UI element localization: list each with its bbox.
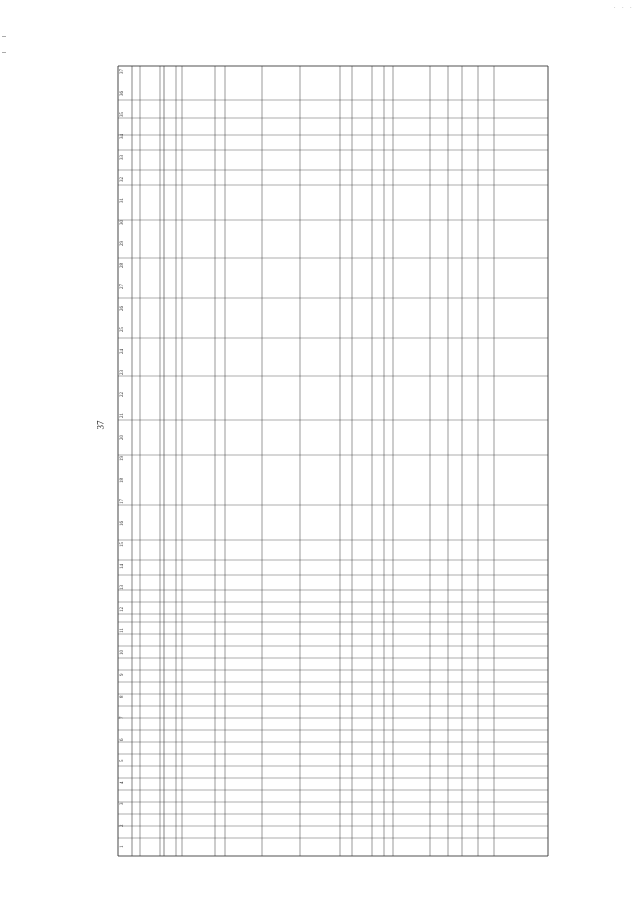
column-number: 8 (120, 695, 125, 698)
column-number: 27 (120, 284, 125, 289)
page-number: 37 (95, 420, 106, 430)
column-number: 33 (120, 155, 125, 160)
column-number: 29 (120, 241, 125, 246)
column-number: 34 (120, 134, 125, 139)
column-number: 4 (120, 781, 125, 784)
column-number: 5 (120, 759, 125, 762)
column-number: 7 (120, 716, 125, 719)
column-number: 23 (120, 370, 125, 375)
table-grid (118, 66, 548, 856)
column-number: 26 (120, 306, 125, 311)
column-number: 18 (120, 478, 125, 483)
column-number: 6 (120, 738, 125, 741)
column-number: 2 (120, 824, 125, 827)
column-number: 30 (120, 220, 125, 225)
column-number: 20 (120, 435, 125, 440)
column-number: 13 (120, 585, 125, 590)
column-number: 32 (120, 177, 125, 182)
column-number: 16 (120, 521, 125, 526)
column-number: 12 (120, 607, 125, 612)
column-number: 14 (120, 564, 125, 569)
column-number: 1 (120, 845, 125, 848)
column-number: 9 (120, 673, 125, 676)
column-number: 10 (120, 650, 125, 655)
column-number: 31 (120, 198, 125, 203)
column-number: 21 (120, 413, 125, 418)
column-number: 17 (120, 499, 125, 504)
column-number: 15 (120, 542, 125, 547)
column-number: 36 (120, 91, 125, 96)
column-number: 3 (120, 802, 125, 805)
column-number-row (120, 69, 125, 849)
column-number: 28 (120, 263, 125, 268)
column-number: 24 (120, 349, 125, 354)
column-number: 22 (120, 392, 125, 397)
column-number: 37 (120, 69, 125, 74)
column-number: 25 (120, 327, 125, 332)
column-number: 35 (120, 112, 125, 117)
column-number: 19 (120, 456, 125, 461)
scan-mark: · · · (613, 4, 634, 12)
column-number: 11 (120, 628, 125, 633)
